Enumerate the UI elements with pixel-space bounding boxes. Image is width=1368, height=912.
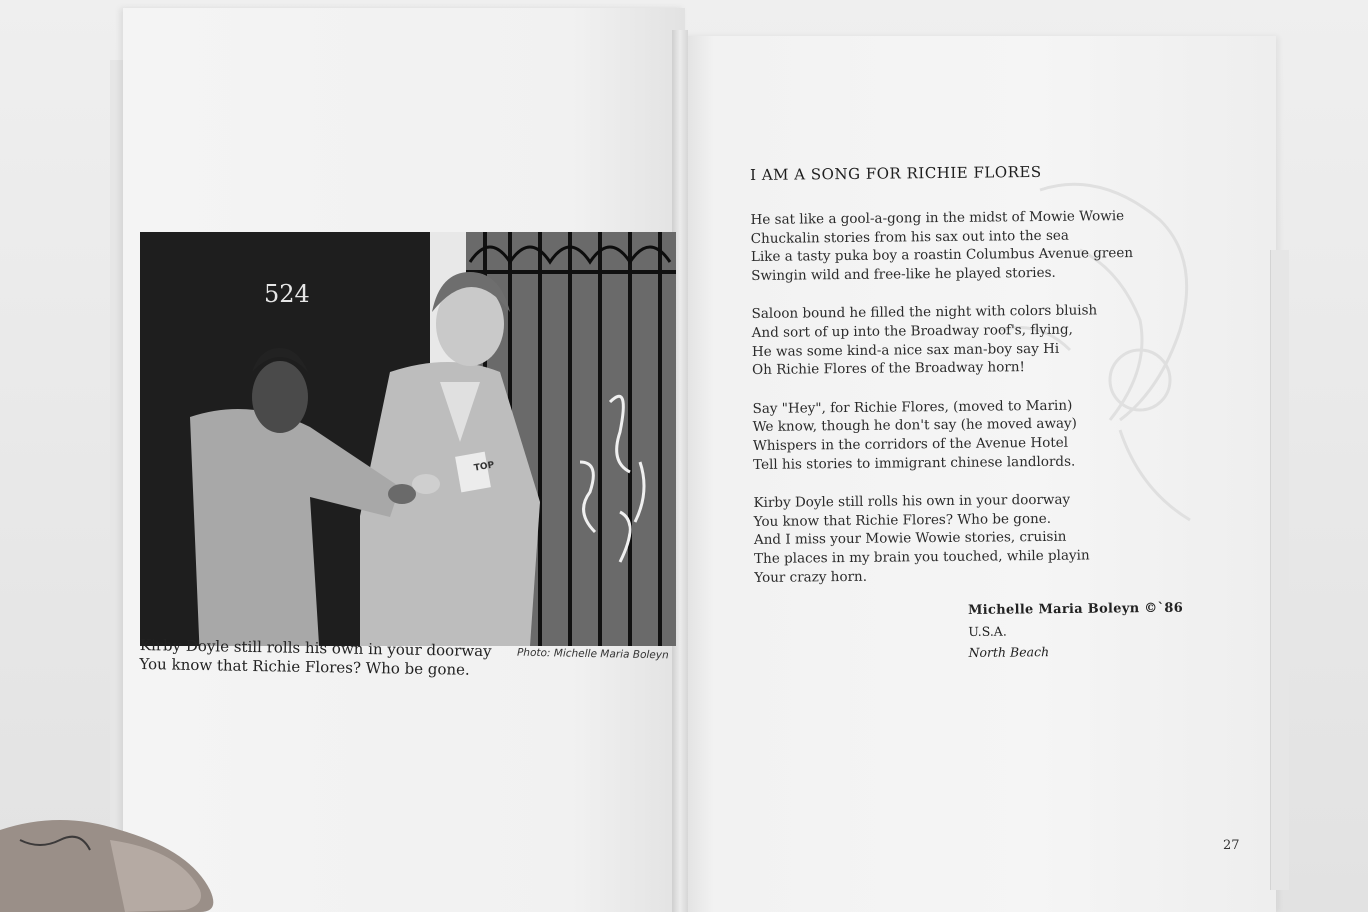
poem-line: Swingin wild and free-like he played stories. — [751, 264, 1056, 284]
page-stack-right — [1270, 250, 1289, 890]
poem-line: We know, though he don't say (he moved away) — [752, 415, 1078, 436]
byline — [968, 601, 1184, 660]
poem-line: You know that Richie Flores? Who be gone. — [753, 510, 1052, 530]
photo-credit: Photo: Michelle Maria Boleyn — [516, 646, 669, 662]
address-number: 524 — [264, 280, 310, 308]
poem-line: He sat like a gool-a-gong in the midst of Mowie Wowie — [750, 208, 1125, 228]
author-name: Michelle Maria Boleyn ©`86 — [968, 600, 1184, 618]
poem-line: Tell his stories to immigrant chinese landlords. — [753, 453, 1076, 473]
photograph — [140, 232, 676, 646]
stanza — [751, 300, 1222, 379]
poem-title: I AM A SONG FOR RICHIE FLORES — [750, 162, 1042, 184]
photo-caption — [139, 636, 500, 680]
stanza — [753, 489, 1224, 587]
author-country: U.S.A. — [968, 623, 1007, 639]
poem — [750, 161, 1225, 607]
poem-line: Chuckalin stories from his sax out into the sea — [750, 227, 1069, 247]
poem-line: And I miss your Mowie Wowie stories, cruisin — [753, 529, 1067, 549]
poem-line: Say "Hey", for Richie Flores, (moved to Marin) — [752, 397, 1073, 417]
hand-thumb — [0, 800, 230, 912]
poem-line: Kirby Doyle still rolls his own in your doorway — [753, 491, 1071, 512]
author-place: North Beach — [968, 644, 1050, 660]
poem-line: Your crazy horn. — [754, 568, 868, 586]
caption-line: Kirby Doyle still rolls his own in your doorway — [139, 636, 492, 661]
poem-line: Whispers in the corridors of the Avenue Hotel — [752, 434, 1069, 454]
poem-line: And sort of up into the Broadway roof's, flying, — [751, 321, 1073, 341]
poem-line: He was some kind-a nice sax man-boy say Hi — [751, 340, 1060, 360]
page-number: 27 — [1223, 838, 1240, 853]
stanza — [752, 395, 1223, 474]
stanza — [750, 206, 1221, 285]
poem-line: The places in my brain you touched, while playin — [754, 547, 1090, 567]
poem-line: Like a tasty puka boy a roastin Columbus Avenue green — [750, 245, 1134, 266]
cigarette-pack-label: TOP — [473, 460, 496, 474]
caption-line: You know that Richie Flores? Who be gone. — [139, 654, 470, 679]
poem-line: Oh Richie Flores of the Broadway horn! — [752, 359, 1026, 379]
poem-line: Saloon bound he filled the night with colors bluish — [751, 302, 1098, 323]
